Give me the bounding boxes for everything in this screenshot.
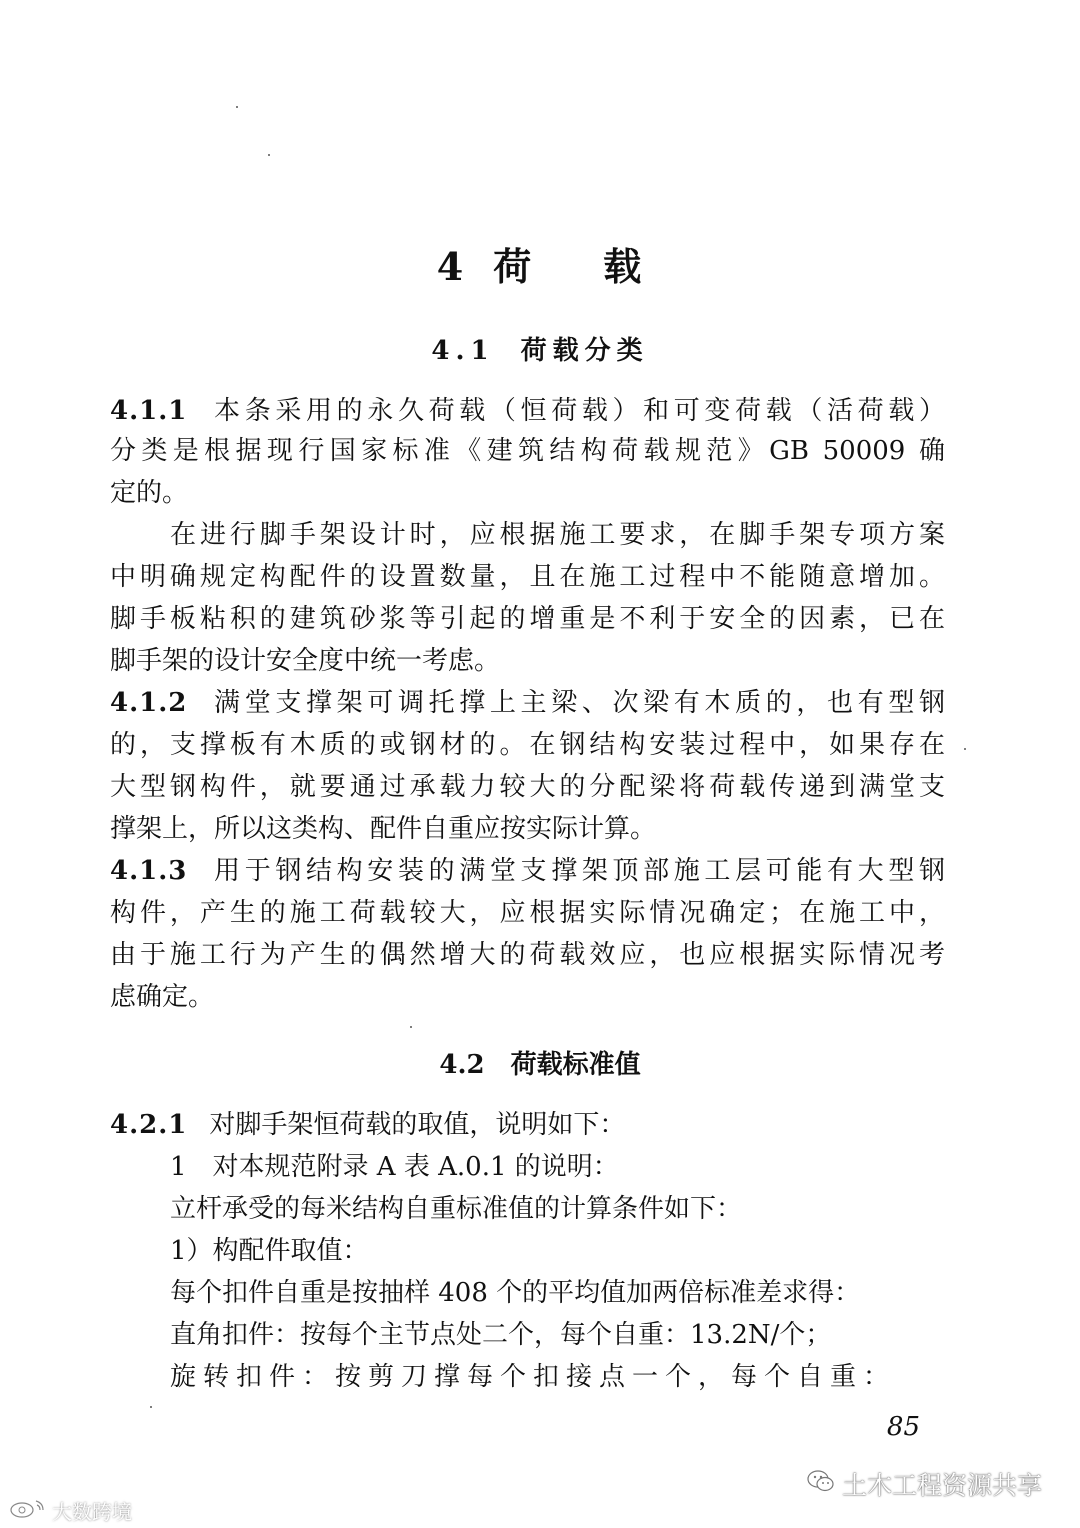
chapter-title-char-1: 荷 — [493, 244, 534, 289]
chapter-number: 4 — [436, 244, 466, 289]
text-line: 立杆承受的每米结构自重标准值的计算条件如下： — [170, 1194, 743, 1224]
text-line: 满堂支撑架可调托撑上主梁、次梁有木质的，也有型钢 — [209, 688, 945, 718]
text-line: 本条采用的永久荷载（恒荷载）和可变荷载（活荷载） — [209, 396, 945, 426]
scan-speck — [150, 1406, 152, 1408]
watermark-text: 土木工程资源共享 — [841, 1471, 1042, 1500]
clause-line — [110, 1110, 945, 1140]
text-line: 1 对本规范附录 A 表 A.0.1 的说明： — [170, 1152, 619, 1182]
watermark-left — [8, 1496, 132, 1525]
text-line: 由于施工行为产生的偶然增大的荷载效应，也应根据实际情况考 — [110, 940, 945, 970]
section-title: 荷载标准值 — [510, 1050, 641, 1080]
clause-number: 4.1.1 — [110, 396, 188, 426]
scan-speck — [268, 154, 270, 156]
text-line: 对脚手架恒荷载的取值，说明如下： — [209, 1110, 626, 1140]
text-line: 脚手架的设计安全度中统一考虑。 — [110, 646, 501, 676]
section-number: 4.2 — [439, 1050, 485, 1080]
text-line: 中明确规定构配件的设置数量，且在施工过程中不能随意增加。 — [110, 562, 945, 592]
section-number: 4.1 — [431, 336, 495, 366]
text-line: 旋转扣件：按剪刀撑每个扣接点一个，每个自重： — [170, 1362, 897, 1392]
text-line: 1）构配件取值： — [170, 1236, 369, 1266]
scan-speck — [410, 1026, 412, 1028]
text-line: 撑架上，所以这类构、配件自重应按实际计算。 — [110, 814, 657, 844]
clause-line — [110, 396, 945, 426]
text-line: 每个扣件自重是按抽样 408 个的平均值加两倍标准差求得： — [170, 1278, 861, 1308]
section-title: 荷载分类 — [520, 336, 649, 366]
page-number: 85 — [886, 1412, 920, 1442]
text-line: 虑确定。 — [110, 982, 215, 1012]
weibo-icon — [8, 1497, 48, 1524]
wechat-icon — [806, 1468, 836, 1500]
watermark-right — [806, 1466, 1042, 1502]
clause-line — [110, 688, 945, 718]
text-line: 定的。 — [110, 478, 189, 508]
text-line: 分类是根据现行国家标准《建筑结构荷载规范》GB 50009 确 — [110, 436, 945, 466]
chapter-title-char-2: 载 — [603, 244, 644, 289]
clause-number: 4.2.1 — [110, 1110, 188, 1140]
scan-speck — [236, 106, 238, 108]
text-line: 构件，产生的施工荷载较大，应根据实际情况确定；在施工中， — [110, 898, 945, 928]
section-heading-4-1 — [0, 330, 1080, 367]
text-line: 的，支撑板有木质的或钢材的。在钢结构安装过程中，如果存在 — [110, 730, 945, 760]
clause-number: 4.1.3 — [110, 856, 188, 886]
text-line: 直角扣件：按每个主节点处二个，每个自重：13.2N/个； — [170, 1320, 832, 1350]
watermark-text: 大数跨境 — [52, 1500, 132, 1524]
clause-line — [110, 856, 945, 886]
text-line: 脚手板粘积的建筑砂浆等引起的增重是不利于安全的因素，已在 — [110, 604, 945, 634]
section-heading-4-2 — [0, 1044, 1080, 1081]
clause-number: 4.1.2 — [110, 688, 188, 718]
scan-speck — [964, 748, 966, 750]
text-line: 大型钢构件，就要通过承载力较大的分配梁将荷载传递到满堂支 — [110, 772, 945, 802]
text-line: 在进行脚手架设计时，应根据施工要求，在脚手架专项方案 — [170, 520, 945, 550]
text-line: 用于钢结构安装的满堂支撑架顶部施工层可能有大型钢 — [209, 856, 945, 886]
chapter-title — [0, 236, 1080, 291]
